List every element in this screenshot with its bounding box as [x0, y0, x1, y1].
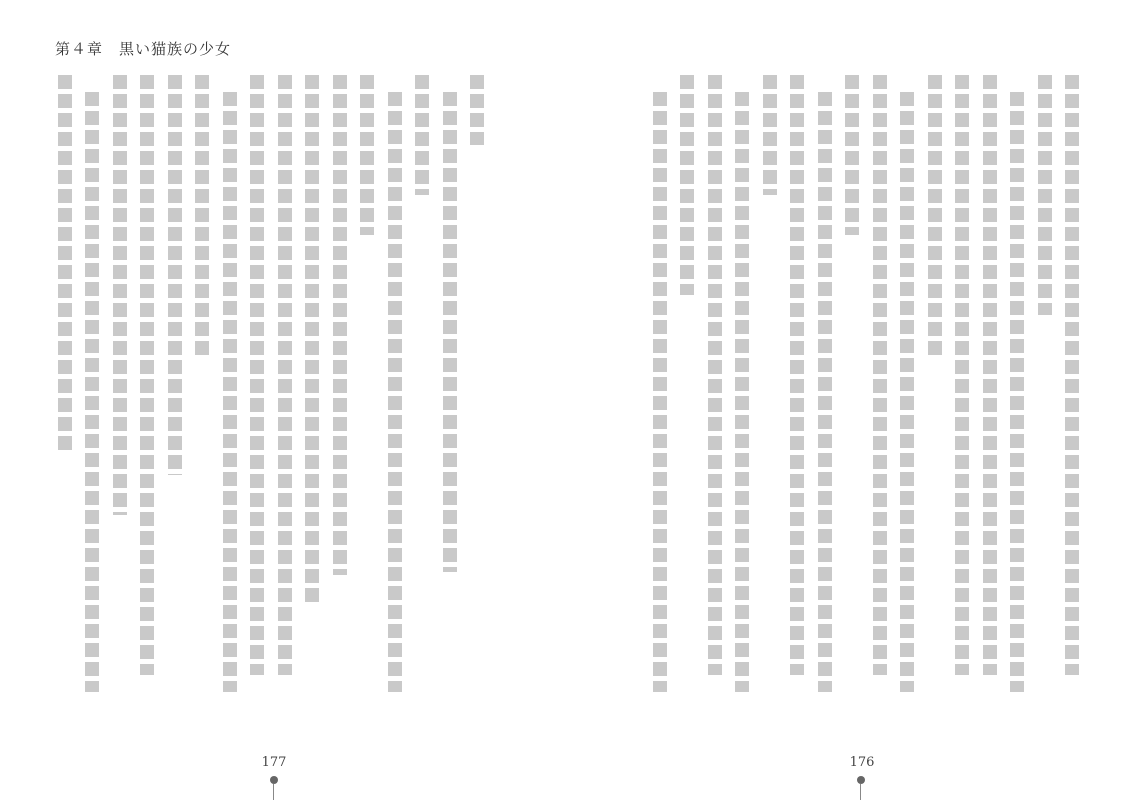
page-number-left: 177: [261, 755, 287, 770]
text-column: [325, 75, 353, 725]
text-column: [408, 75, 436, 725]
page-number-right: 176: [849, 755, 875, 770]
text-column: [215, 75, 243, 725]
chapter-running-header: 第４章 黒い猫族の少女: [55, 40, 232, 58]
text-column: [893, 75, 921, 725]
body-text-right: [640, 75, 1085, 725]
text-column: [1003, 75, 1031, 725]
text-column: [673, 75, 701, 725]
page-left: [50, 75, 490, 725]
text-column: [1058, 75, 1086, 725]
text-column: [188, 75, 216, 725]
text-column: [380, 75, 408, 725]
text-column: [948, 75, 976, 725]
folio-marker-line: [273, 784, 274, 800]
text-column: [810, 75, 838, 725]
text-column: [975, 75, 1003, 725]
text-column: [435, 75, 463, 725]
text-column: [700, 75, 728, 725]
text-column: [463, 75, 491, 725]
text-column: [298, 75, 326, 725]
text-column: [1030, 75, 1058, 725]
folio-marker-dot: [270, 776, 278, 784]
text-column: [838, 75, 866, 725]
text-column: [728, 75, 756, 725]
text-column: [243, 75, 271, 725]
text-column: [783, 75, 811, 725]
text-column: [865, 75, 893, 725]
body-text-left: [50, 75, 490, 725]
text-column: [755, 75, 783, 725]
text-column: [133, 75, 161, 725]
folio-marker-line: [860, 784, 861, 800]
text-column: [78, 75, 106, 725]
text-column: [920, 75, 948, 725]
text-column: [105, 75, 133, 725]
text-column: [50, 75, 78, 725]
text-column: [645, 75, 673, 725]
page-right: [640, 75, 1085, 725]
text-column: [270, 75, 298, 725]
text-column: [160, 75, 188, 725]
text-column: [353, 75, 381, 725]
folio-marker-dot: [857, 776, 865, 784]
